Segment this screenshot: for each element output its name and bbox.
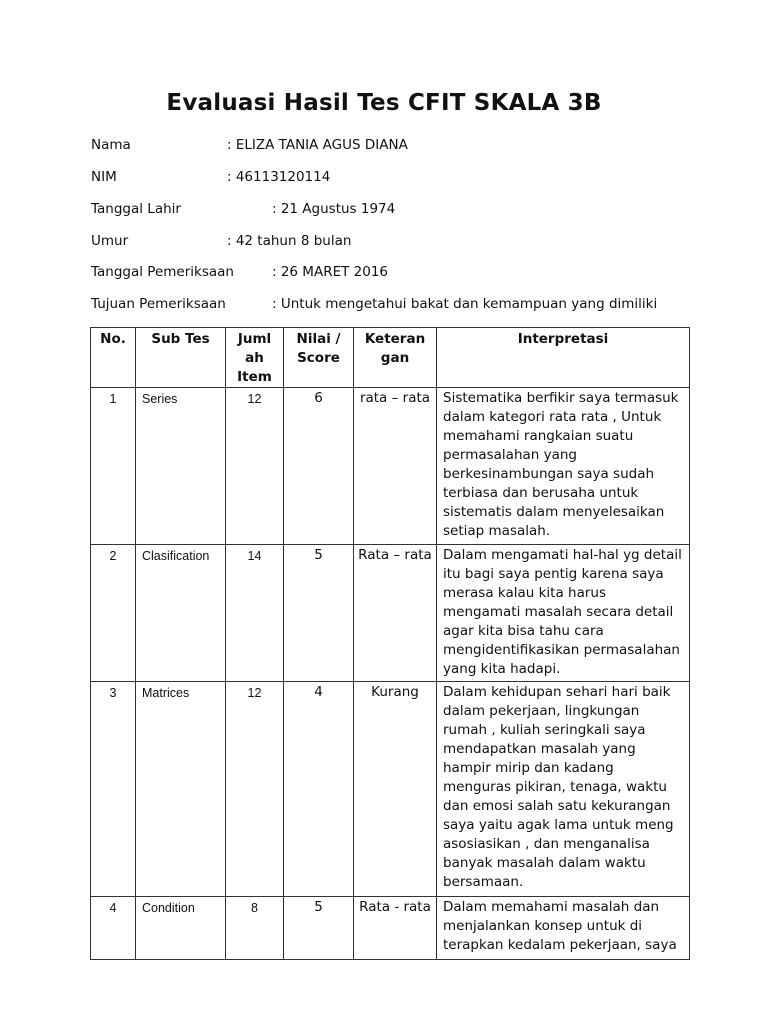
cell-interpretasi: Dalam kehidupan sehari hari baik dalam pekerjaan, lingkungan rumah , kuliah seringkali saya mendapatkan masalah yang hampir mirip dan kadang menguras pikiran, tenaga, waktu dan emosi salah satu kekurangan saya yaitu agak lama untuk meng asosiasikan , dan menganalisa banyak masalah dalam waktu bersamaan. [437, 682, 690, 897]
cell-keterangan: Rata - rata [354, 897, 437, 960]
info-label: Tanggal Lahir [91, 201, 181, 217]
cell-interpretasi: Dalam mengamati hal-hal yg detail itu bagi saya pentig karena saya merasa kalau kita harus mengamati masalah secara detail agar kita bisa tahu cara mengidentifikasikan permasalahan yang kita hadapi. [437, 545, 690, 682]
cell-interpretasi-text: Dalam memahami masalah dan menjalankan konsep untuk di terapkan kedalam pekerjaan, saya [443, 899, 677, 953]
cell-no: 3 [91, 682, 136, 897]
info-value: : 46113120114 [227, 169, 331, 185]
cell-sub-tes: Series [136, 388, 226, 545]
info-value: : 42 tahun 8 bulan [227, 233, 352, 249]
cell-keterangan: Rata – rata [354, 545, 437, 682]
header-interpretasi: Interpretasi [437, 328, 690, 388]
header-sub-tes: Sub Tes [136, 328, 226, 388]
header-keterangan: Keteran gan [354, 328, 437, 388]
table-header-row [91, 328, 690, 388]
info-value: : 21 Agustus 1974 [272, 201, 396, 217]
cell-no: 2 [91, 545, 136, 682]
cell-no: 4 [91, 897, 136, 960]
header-nilai-score: Nilai / Score [284, 328, 354, 388]
table-row [91, 897, 690, 960]
header-jumlah-item: Juml ah Item [226, 328, 284, 388]
cell-jumlah-item: 14 [226, 545, 284, 682]
cell-interpretasi [437, 897, 690, 960]
info-value: : ELIZA TANIA AGUS DIANA [227, 137, 408, 153]
cell-jumlah-item: 12 [226, 682, 284, 897]
cell-score: 5 [284, 897, 354, 960]
table-row [91, 545, 690, 682]
cell-keterangan: rata – rata [354, 388, 437, 545]
info-label: Umur [91, 233, 129, 249]
cell-jumlah-item: 8 [226, 897, 284, 960]
cell-jumlah-item: 12 [226, 388, 284, 545]
cell-sub-tes: Matrices [136, 682, 226, 897]
cell-sub-tes: Clasification [136, 545, 226, 682]
info-label: Tujuan Pemeriksaan [91, 296, 226, 312]
cell-keterangan: Kurang [354, 682, 437, 897]
info-value: : 26 MARET 2016 [272, 264, 388, 280]
cell-interpretasi: Sistematika berfikir saya termasuk dalam kategori rata rata , Untuk memahami rangkaian suatu permasalahan yang berkesinambungan saya sudah terbiasa dan berusaha untuk sistematis dalam menyelesaikan setiap masalah. [437, 388, 690, 545]
cell-score: 6 [284, 388, 354, 545]
evaluation-table [90, 327, 690, 960]
info-label: Nama [91, 137, 131, 153]
cell-sub-tes: Condition [136, 897, 226, 960]
table-row [91, 682, 690, 897]
cell-no: 1 [91, 388, 136, 545]
header-no: No. [91, 328, 136, 388]
cell-score: 5 [284, 545, 354, 682]
info-label: NIM [91, 169, 117, 185]
cell-score: 4 [284, 682, 354, 897]
info-label: Tanggal Pemeriksaan [91, 264, 234, 280]
table-row [91, 388, 690, 545]
document-title: Evaluasi Hasil Tes CFIT SKALA 3B [166, 90, 602, 116]
info-value: : Untuk mengetahui bakat dan kemampuan yang dimiliki [272, 296, 658, 312]
